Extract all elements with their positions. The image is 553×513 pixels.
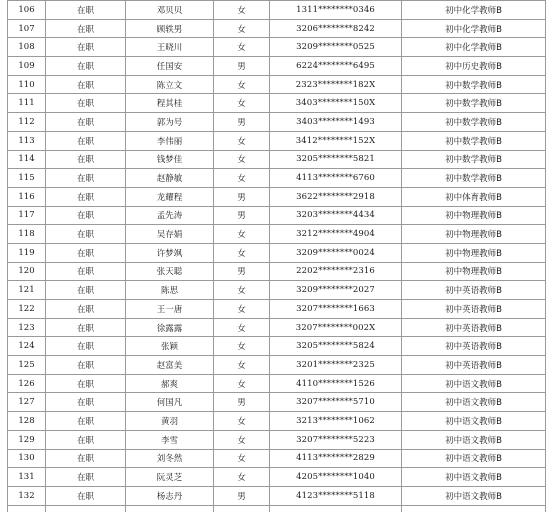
row-number-cell: 108: [8, 38, 46, 57]
employment-status-cell: 在职: [46, 374, 126, 393]
person-name-cell: 杨志丹: [126, 486, 214, 505]
person-name-cell: 任国安: [126, 57, 214, 76]
id-number-cell: 3203********4434: [270, 206, 402, 225]
position-cell: 初中物理教师B: [402, 206, 546, 225]
id-number-cell: 6224********6495: [270, 57, 402, 76]
employment-status-cell: 在职: [46, 206, 126, 225]
id-number-cell: 3403********150X: [270, 94, 402, 113]
position-cell: 初中语文教师B: [402, 412, 546, 431]
person-name-cell: 徐露露: [126, 318, 214, 337]
row-number-cell: 109: [8, 57, 46, 76]
staff-table-body: [8, 1, 546, 512]
employment-status-cell: 在职: [46, 243, 126, 262]
id-number-cell: 4123********5118: [270, 486, 402, 505]
employment-status-cell: 在职: [46, 19, 126, 38]
person-name-cell: 邓贝贝: [126, 1, 214, 20]
gender-cell: 女: [214, 449, 270, 468]
gender-cell: 男: [214, 393, 270, 412]
position-cell: 初中英语教师B: [402, 337, 546, 356]
position-cell: 初中化学教师B: [402, 1, 546, 20]
gender-cell: 女: [214, 19, 270, 38]
row-number-cell: 117: [8, 206, 46, 225]
id-number-cell: 3207********1663: [270, 300, 402, 319]
row-number-cell: 118: [8, 225, 46, 244]
employment-status-cell: 在职: [46, 356, 126, 375]
table-row: [8, 374, 546, 393]
gender-cell: 女: [214, 75, 270, 94]
id-number-cell: 3213********1062: [270, 412, 402, 431]
gender-cell: 女: [214, 300, 270, 319]
row-number-cell: 112: [8, 113, 46, 132]
gender-cell: 男: [214, 206, 270, 225]
gender-cell: 女: [214, 468, 270, 487]
staff-table: [7, 0, 546, 512]
gender-cell: 男: [214, 486, 270, 505]
table-row: [8, 150, 546, 169]
id-number-cell: 4110********1526: [270, 374, 402, 393]
employment-status-cell: 在职: [46, 113, 126, 132]
person-name-cell: 顾轶男: [126, 19, 214, 38]
row-number-cell: 113: [8, 131, 46, 150]
empty-cell: [46, 505, 126, 512]
position-cell: 初中物理教师B: [402, 262, 546, 281]
position-cell: 初中英语教师B: [402, 318, 546, 337]
position-cell: 初中英语教师B: [402, 300, 546, 319]
id-number-cell: 3209********0024: [270, 243, 402, 262]
table-row: [8, 19, 546, 38]
id-number-cell: 3205********5821: [270, 150, 402, 169]
employment-status-cell: 在职: [46, 94, 126, 113]
row-number-cell: 129: [8, 430, 46, 449]
position-cell: 初中语文教师B: [402, 430, 546, 449]
person-name-cell: 吴存娟: [126, 225, 214, 244]
row-number-cell: 123: [8, 318, 46, 337]
row-number-cell: 126: [8, 374, 46, 393]
employment-status-cell: 在职: [46, 449, 126, 468]
position-cell: 初中化学教师B: [402, 19, 546, 38]
employment-status-cell: 在职: [46, 486, 126, 505]
employment-status-cell: 在职: [46, 300, 126, 319]
position-cell: 初中物理教师B: [402, 225, 546, 244]
table-row: [8, 38, 546, 57]
employment-status-cell: 在职: [46, 131, 126, 150]
gender-cell: 女: [214, 131, 270, 150]
id-number-cell: 3206********8242: [270, 19, 402, 38]
row-number-cell: 127: [8, 393, 46, 412]
id-number-cell: 3212********4904: [270, 225, 402, 244]
empty-cell: [214, 505, 270, 512]
gender-cell: 男: [214, 187, 270, 206]
id-number-cell: 3209********0525: [270, 38, 402, 57]
table-row: [8, 94, 546, 113]
row-number-cell: 111: [8, 94, 46, 113]
row-number-cell: 106: [8, 1, 46, 20]
employment-status-cell: 在职: [46, 281, 126, 300]
person-name-cell: 何国凡: [126, 393, 214, 412]
position-cell: 初中数学教师B: [402, 150, 546, 169]
id-number-cell: 3201********2325: [270, 356, 402, 375]
employment-status-cell: 在职: [46, 169, 126, 188]
position-cell: 初中数学教师B: [402, 169, 546, 188]
gender-cell: 女: [214, 150, 270, 169]
position-cell: 初中语文教师B: [402, 374, 546, 393]
row-number-cell: 119: [8, 243, 46, 262]
gender-cell: 女: [214, 243, 270, 262]
id-number-cell: 3622********2918: [270, 187, 402, 206]
person-name-cell: 郭为号: [126, 113, 214, 132]
employment-status-cell: 在职: [46, 412, 126, 431]
table-row: [8, 412, 546, 431]
employment-status-cell: 在职: [46, 393, 126, 412]
employment-status-cell: 在职: [46, 225, 126, 244]
id-number-cell: 1311********0346: [270, 1, 402, 20]
empty-cell: [8, 505, 46, 512]
gender-cell: 男: [214, 57, 270, 76]
table-row: [8, 225, 546, 244]
row-number-cell: 122: [8, 300, 46, 319]
row-number-cell: 132: [8, 486, 46, 505]
position-cell: 初中语文教师B: [402, 449, 546, 468]
employment-status-cell: 在职: [46, 75, 126, 94]
person-name-cell: 刘冬然: [126, 449, 214, 468]
row-number-cell: 130: [8, 449, 46, 468]
person-name-cell: 赵富美: [126, 356, 214, 375]
table-row: [8, 356, 546, 375]
position-cell: 初中数学教师B: [402, 113, 546, 132]
employment-status-cell: 在职: [46, 318, 126, 337]
row-number-cell: 128: [8, 412, 46, 431]
gender-cell: 女: [214, 225, 270, 244]
position-cell: 初中体育教师B: [402, 187, 546, 206]
row-number-cell: 124: [8, 337, 46, 356]
id-number-cell: 4113********2829: [270, 449, 402, 468]
id-number-cell: 3207********002X: [270, 318, 402, 337]
gender-cell: 女: [214, 337, 270, 356]
row-number-cell: 121: [8, 281, 46, 300]
gender-cell: 男: [214, 113, 270, 132]
person-name-cell: 郝爽: [126, 374, 214, 393]
gender-cell: 女: [214, 38, 270, 57]
row-number-cell: 110: [8, 75, 46, 94]
employment-status-cell: 在职: [46, 337, 126, 356]
table-row: [8, 187, 546, 206]
id-number-cell: 2323********182X: [270, 75, 402, 94]
id-number-cell: 4113********6760: [270, 169, 402, 188]
employment-status-cell: 在职: [46, 150, 126, 169]
empty-cell: [270, 505, 402, 512]
table-row-partial: [8, 505, 546, 512]
row-number-cell: 115: [8, 169, 46, 188]
employment-status-cell: 在职: [46, 38, 126, 57]
table-row: [8, 449, 546, 468]
empty-cell: [126, 505, 214, 512]
gender-cell: 女: [214, 412, 270, 431]
gender-cell: 女: [214, 374, 270, 393]
person-name-cell: 龙耀程: [126, 187, 214, 206]
table-row: [8, 169, 546, 188]
position-cell: 初中英语教师B: [402, 281, 546, 300]
id-number-cell: 4205********1040: [270, 468, 402, 487]
table-row: [8, 281, 546, 300]
gender-cell: 男: [214, 262, 270, 281]
position-cell: 初中物理教师B: [402, 243, 546, 262]
gender-cell: 女: [214, 169, 270, 188]
id-number-cell: 3403********1493: [270, 113, 402, 132]
position-cell: 初中语文教师B: [402, 468, 546, 487]
person-name-cell: 李雪: [126, 430, 214, 449]
person-name-cell: 黄羽: [126, 412, 214, 431]
position-cell: 初中历史教师B: [402, 57, 546, 76]
position-cell: 初中数学教师B: [402, 75, 546, 94]
employment-status-cell: 在职: [46, 262, 126, 281]
person-name-cell: 王一唐: [126, 300, 214, 319]
gender-cell: 女: [214, 430, 270, 449]
position-cell: 初中数学教师B: [402, 131, 546, 150]
person-name-cell: 钱梦佳: [126, 150, 214, 169]
employment-status-cell: 在职: [46, 57, 126, 76]
table-row: [8, 300, 546, 319]
employment-status-cell: 在职: [46, 1, 126, 20]
table-row: [8, 393, 546, 412]
table-row: [8, 131, 546, 150]
id-number-cell: 2202********2316: [270, 262, 402, 281]
table-row: [8, 318, 546, 337]
position-cell: 初中数学教师B: [402, 94, 546, 113]
table-row: [8, 243, 546, 262]
employment-status-cell: 在职: [46, 430, 126, 449]
person-name-cell: 赵静敏: [126, 169, 214, 188]
id-number-cell: 3207********5710: [270, 393, 402, 412]
row-number-cell: 120: [8, 262, 46, 281]
employment-status-cell: 在职: [46, 187, 126, 206]
row-number-cell: 125: [8, 356, 46, 375]
table-row: [8, 113, 546, 132]
person-name-cell: 王晓川: [126, 38, 214, 57]
person-name-cell: 张颖: [126, 337, 214, 356]
table-row: [8, 337, 546, 356]
empty-cell: [402, 505, 546, 512]
table-row: [8, 486, 546, 505]
position-cell: 初中化学教师B: [402, 38, 546, 57]
person-name-cell: 陈立文: [126, 75, 214, 94]
row-number-cell: 116: [8, 187, 46, 206]
row-number-cell: 114: [8, 150, 46, 169]
person-name-cell: 许梦飒: [126, 243, 214, 262]
table-row: [8, 1, 546, 20]
employment-status-cell: 在职: [46, 468, 126, 487]
person-name-cell: 程其桂: [126, 94, 214, 113]
id-number-cell: 3412********152X: [270, 131, 402, 150]
position-cell: 初中英语教师B: [402, 356, 546, 375]
gender-cell: 女: [214, 1, 270, 20]
person-name-cell: 李伟丽: [126, 131, 214, 150]
table-row: [8, 468, 546, 487]
person-name-cell: 阮灵芝: [126, 468, 214, 487]
gender-cell: 女: [214, 318, 270, 337]
row-number-cell: 107: [8, 19, 46, 38]
table-row: [8, 57, 546, 76]
row-number-cell: 131: [8, 468, 46, 487]
position-cell: 初中语文教师B: [402, 486, 546, 505]
person-name-cell: 张天聪: [126, 262, 214, 281]
position-cell: 初中语文教师B: [402, 393, 546, 412]
table-row: [8, 262, 546, 281]
table-row: [8, 75, 546, 94]
id-number-cell: 3205********5824: [270, 337, 402, 356]
person-name-cell: 孟先涛: [126, 206, 214, 225]
id-number-cell: 3207********5223: [270, 430, 402, 449]
table-row: [8, 430, 546, 449]
gender-cell: 女: [214, 94, 270, 113]
person-name-cell: 陈思: [126, 281, 214, 300]
gender-cell: 女: [214, 281, 270, 300]
id-number-cell: 3209********2027: [270, 281, 402, 300]
table-row: [8, 206, 546, 225]
gender-cell: 女: [214, 356, 270, 375]
